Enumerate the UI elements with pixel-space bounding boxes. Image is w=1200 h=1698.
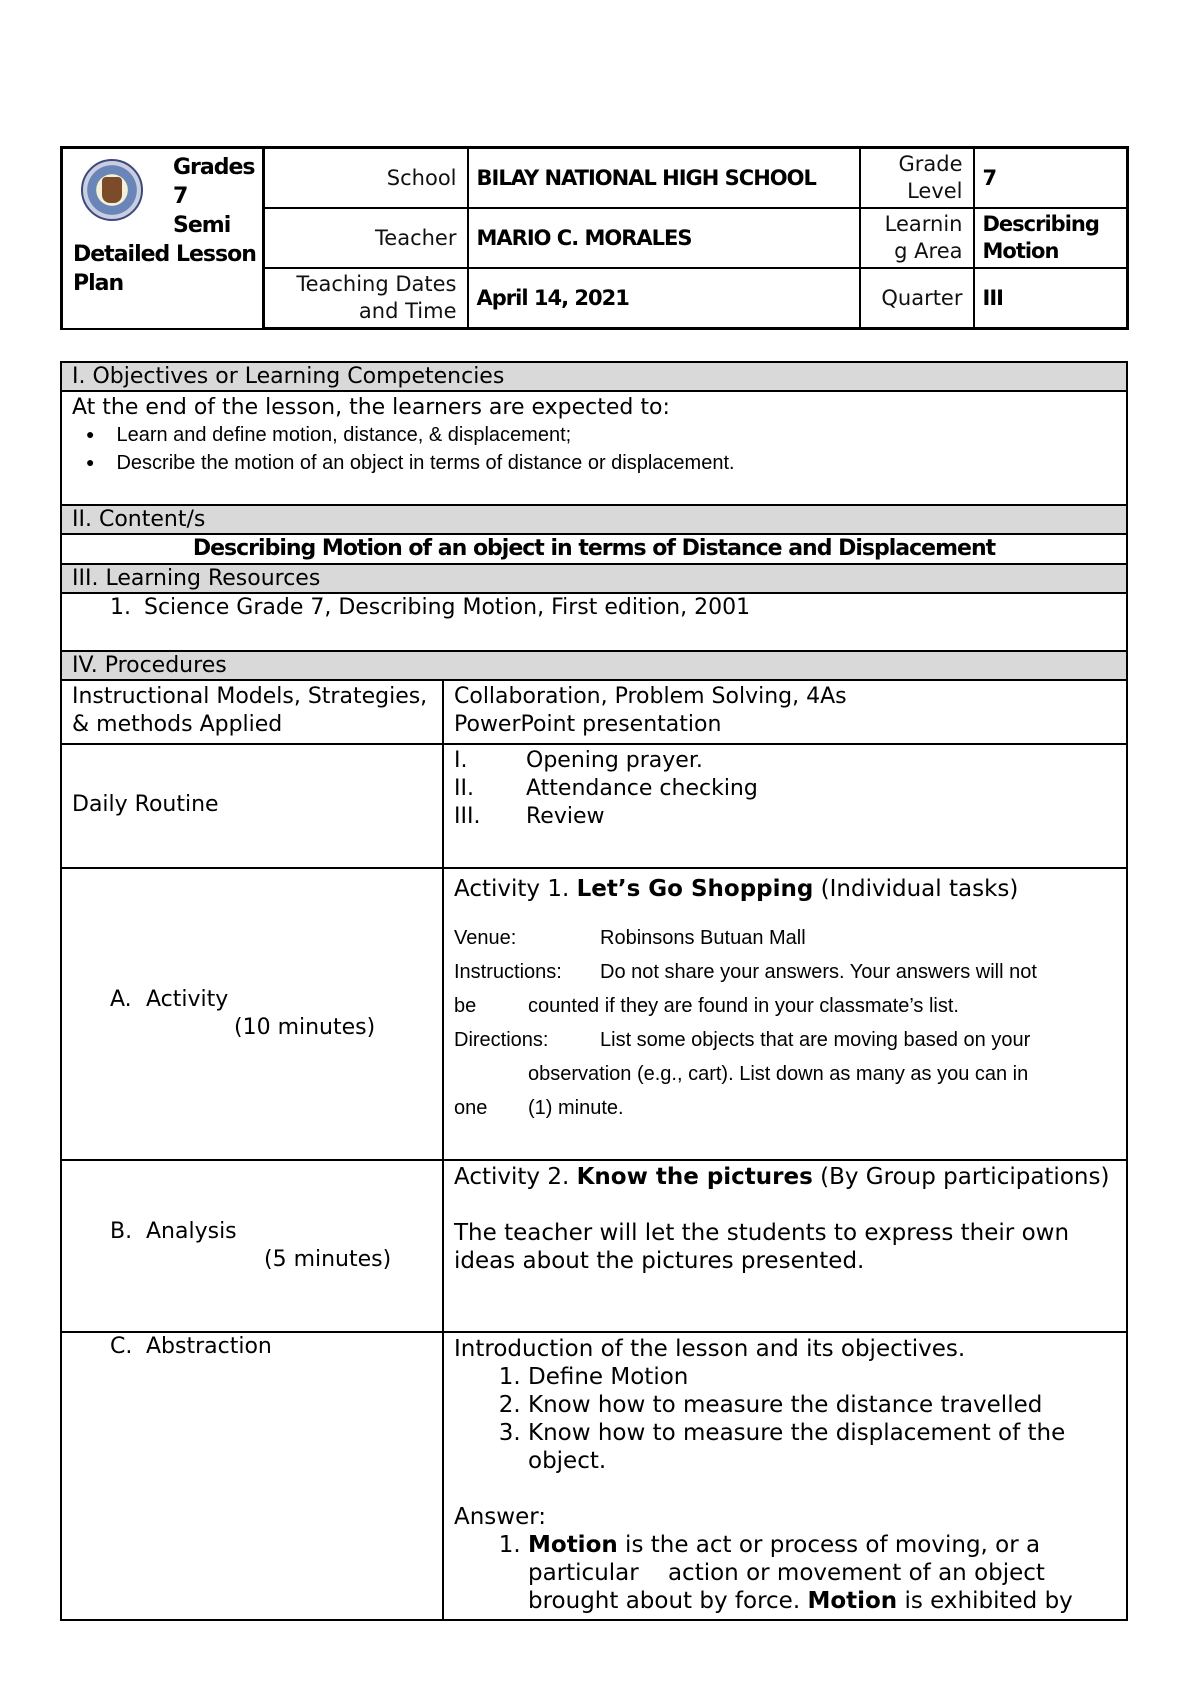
teacher-value: MARIO C. MORALES <box>468 208 860 268</box>
analysis-label: B. Analysis (5 minutes) <box>61 1160 443 1332</box>
activity-details: Venue: Robinsons Butuan Mall Instructions: Do not share your answers. Your answers will not be counted if they are found in your classmate’s list. Directions: List some objects that are moving based on your observation (e.g., cart). List down as many as you can in one (1) minute. <box>454 927 1037 1119</box>
resources-heading: III. Learning Resources <box>61 564 1127 593</box>
routine-list <box>443 744 1127 868</box>
models-label: Instructional Models, Strategies, & methods Applied <box>61 680 443 744</box>
objectives-heading: I. Objectives or Learning Competencies <box>61 362 1127 391</box>
plan-title: Grades 7 Semi Detailed Lesson Plan <box>73 155 256 296</box>
analysis-cell <box>443 1160 1127 1332</box>
school-label: School <box>264 148 468 209</box>
list-item: I. Opening prayer. <box>454 748 703 773</box>
lesson-header-table <box>60 146 1129 330</box>
content-value: Describing Motion of an object in terms of Distance and Displacement <box>61 534 1127 564</box>
abstraction-cell <box>443 1332 1127 1620</box>
teacher-label: Teacher <box>264 208 468 268</box>
activity-title: Activity 1. Let’s Go Shopping (Individual tasks) <box>454 876 1019 902</box>
learning-area-label: Learnin g Area <box>860 208 974 268</box>
list-item: II. Attendance checking <box>454 776 758 801</box>
grade-level-label: Grade Level <box>860 148 974 209</box>
quarter-label: Quarter <box>860 268 974 329</box>
list-item: 1. Motion is the act or process of moving, or a particular action or movement of an object brought about by force. Motion is exhibited by <box>528 1531 1116 1615</box>
lesson-body-table <box>60 361 1128 1621</box>
abstraction-label: C. Abstraction <box>61 1332 443 1620</box>
analysis-title: Activity 2. Know the pictures (By Group participations) <box>454 1164 1110 1190</box>
list-item: 1. Define Motion <box>528 1363 1116 1391</box>
quarter-value: III <box>974 268 1128 329</box>
abstraction-intro: Introduction of the lesson and its objectives. <box>454 1336 966 1362</box>
teaching-dates-value: April 14, 2021 <box>468 268 860 329</box>
resource-item: Science Grade 7, Describing Motion, First edition, 2001 <box>144 595 751 620</box>
routine-label: Daily Routine <box>61 744 443 868</box>
activity-cell <box>443 868 1127 1160</box>
teaching-dates-label: Teaching Dates and Time <box>264 268 468 329</box>
learning-area-value: Describing Motion <box>974 208 1128 268</box>
answer-label: Answer: <box>454 1504 547 1530</box>
list-item: III. Review <box>454 804 605 829</box>
title-cell <box>62 148 264 329</box>
procedures-heading: IV. Procedures <box>61 651 1127 680</box>
list-item: 2. Know how to measure the distance travelled <box>528 1391 1116 1419</box>
activity-label: A. Activity (10 minutes) <box>61 868 443 1160</box>
objectives-list <box>72 422 1116 478</box>
resource-number: 1. <box>110 595 131 620</box>
content-heading: II. Content/s <box>61 505 1127 534</box>
list-item: ● Describe the motion of an object in terms of distance or displacement. <box>122 450 1116 478</box>
models-value: Collaboration, Problem Solving, 4As PowerPoint presentation <box>443 680 1127 744</box>
list-item: 3. Know how to measure the displacement of the object. <box>528 1419 1116 1475</box>
objectives-cell <box>61 391 1127 505</box>
list-item: ● Learn and define motion, distance, & displacement; <box>122 422 1116 450</box>
objectives-intro: At the end of the lesson, the learners are expected to: <box>72 395 670 420</box>
abstraction-list <box>454 1363 1116 1475</box>
analysis-body: The teacher will let the students to express their own ideas about the pictures presented. <box>454 1220 1070 1274</box>
resources-cell <box>61 593 1127 651</box>
school-value: BILAY NATIONAL HIGH SCHOOL <box>468 148 860 209</box>
grade-level-value: 7 <box>974 148 1128 209</box>
answer-list <box>454 1531 1116 1615</box>
